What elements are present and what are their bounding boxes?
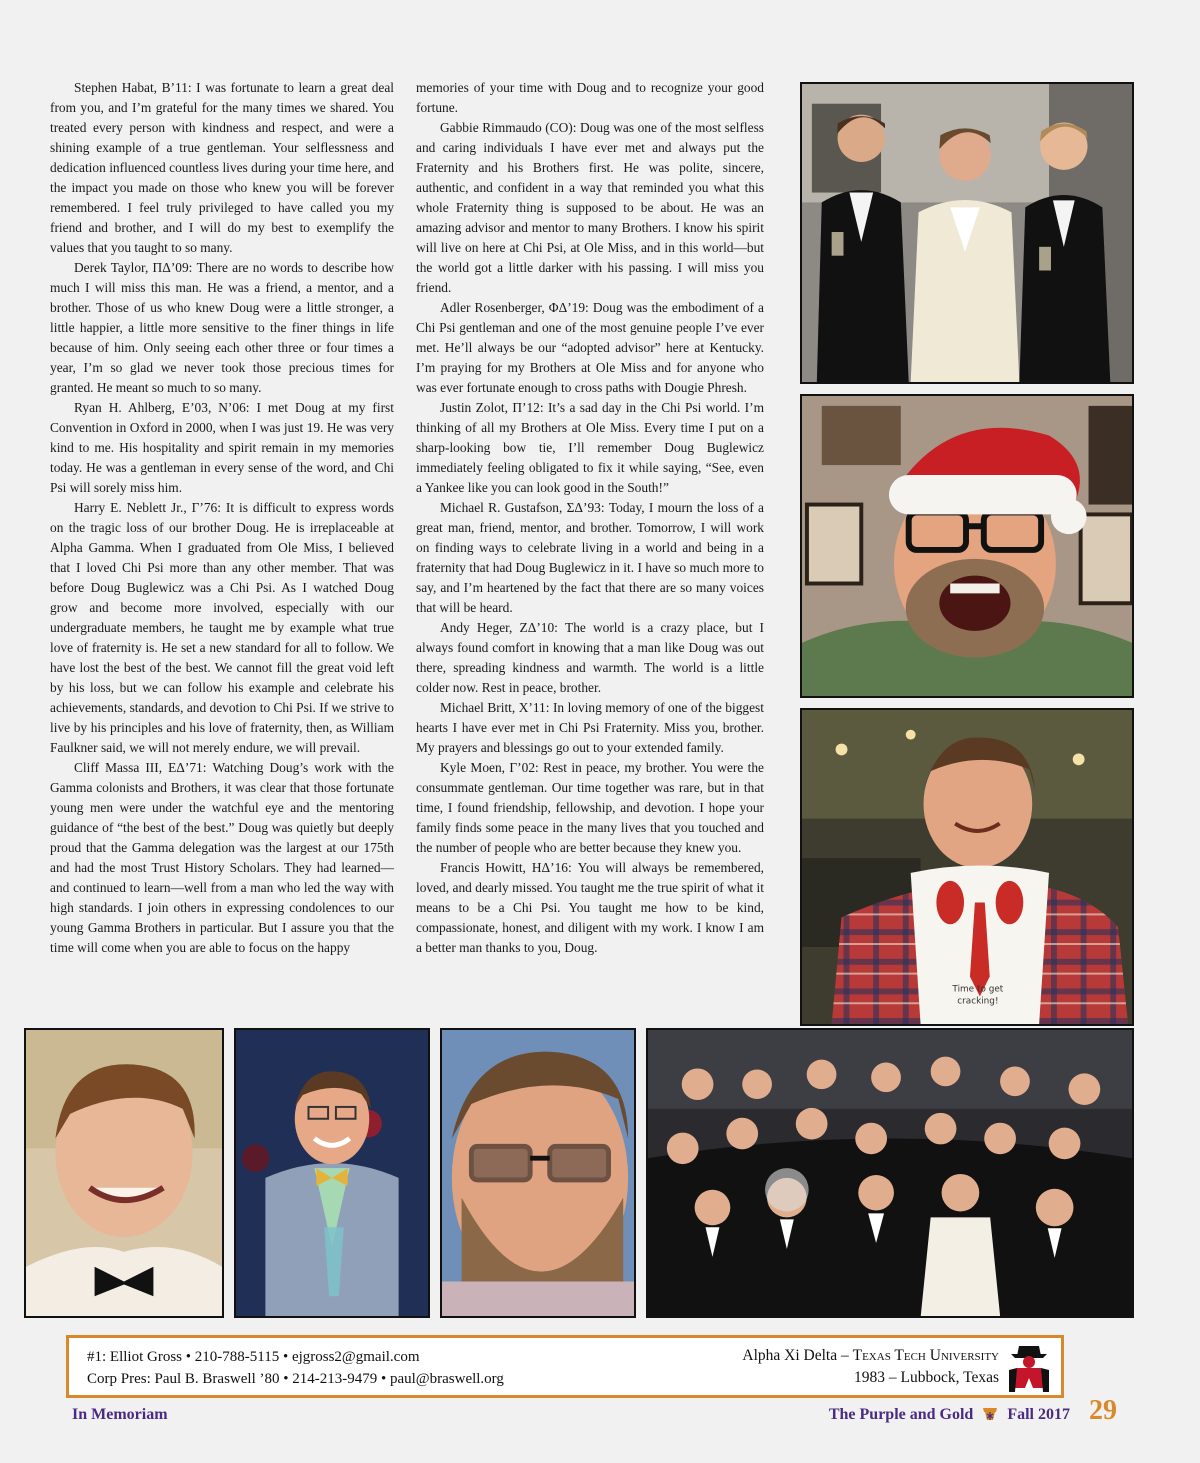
contact-line-1: #1: Elliot Gross • 210-788-5115 • ejgross2@gmail.com <box>87 1349 420 1365</box>
publication-title: The Purple and Gold <box>828 1406 974 1423</box>
photo-glasses-closeup <box>440 1028 636 1318</box>
tribute-paragraph: Justin Zolot, Π’12: It’s a sad day in the Chi Psi world. I’m thinking of all my Brothers at Ole Miss. Every time I put on a sharp-looking bow tie, I’ll remember Doug Buglewicz immediately feeling obligated to fix it while saying, “See, even a Yankee like you can look good in the South!” <box>416 400 764 495</box>
red-raider-mascot-icon <box>1007 1342 1051 1394</box>
photo-three-men-tuxedos <box>800 82 1134 384</box>
issue-date: Fall 2017 <box>1007 1406 1070 1423</box>
section-label: In Memoriam <box>72 1406 168 1423</box>
tribute-paragraph-continued: memories of your time with Doug and to recognize your good fortune. <box>416 80 764 115</box>
photo-santa-hat-selfie <box>800 394 1134 698</box>
chapter-name: Alpha Xi Delta <box>742 1347 838 1364</box>
tribute-paragraph: Ryan H. Ahlberg, E’03, N’06: I met Doug at my first Convention in Oxford in 2000, when I was just 19. He was very kind to me. His hospitality and spirit remain in my memories today. He was a gentleman in every sense of the word, and Chi Psi will sorely miss him. <box>50 400 394 495</box>
contact-info <box>87 1346 504 1390</box>
tribute-paragraph: Derek Taylor, ΠΔ’09: There are no words to describe how much I will miss this man. He was a friend, a mentor, and a brother. Those of us who knew Doug were a little stronger, a little happier, a little more sensitive to the finer things in life because of him. Only seeing each other three or four times a year, I’m so glad we never took those precious times for granted. He meant so much to so many. <box>50 260 394 395</box>
tribute-paragraph: Adler Rosenberger, ΦΔ’19: Doug was the embodiment of a Chi Psi gentleman and one of the most genuine people I’ve ever met. He’ll always be our “adopted advisor” here at Kentucky. I’m praying for my Brothers at Ole Miss and for anyone who was ever fortunate enough to cross paths with Dougie Phresh. <box>416 300 764 395</box>
chapter-info <box>742 1345 999 1389</box>
page-number: 29 <box>1089 1395 1117 1426</box>
tribute-paragraph: Harry E. Neblett Jr., Γ’76: It is difficult to express words on the tragic loss of our brother Doug. He is irreplaceable at Alpha Gamma. When I graduated from Ole Miss, I believed that I loved Chi Psi more than any other member. That was before Doug Buglewicz was a Chi Psi. As I watched Doug grow and become more involved, especially with our undergraduate members, he taught me by example what true love of fraternity is. He set a new standard for all to follow. We have lost the best of the best. We cannot fill the great void left by his loss, but we can follow his example and celebrate his achievements, standards, and devotion to Chi Psi. If we strive to live by his principles and his love of fraternity, then, as William Faulkner said, we will not merely endure, we will prevail. <box>50 500 394 755</box>
chapter-info-box <box>66 1335 1064 1398</box>
photo-young-man-bowtie <box>24 1028 224 1318</box>
university-name: Texas Tech University <box>852 1347 999 1364</box>
contact-line-2: Corp Pres: Paul B. Braswell ’80 • 214-213-9479 • paul@braswell.org <box>87 1371 504 1387</box>
tribute-paragraph: Gabbie Rimmaudo (CO): Doug was one of the most selfless and caring individuals I have ever met and always put the Fraternity and his Brothers first. He was polite, sincere, authentic, and confident in a way that reminded you what this whole Fraternity thing is supposed to be about. He was an amazing advisor and mentor to many Brothers. I know his spirit will live on here at Chi Psi, at Ole Miss, and in this world—but the world got a little darker with his passing. I will miss you friend. <box>416 120 764 295</box>
tribute-column-1 <box>50 78 394 958</box>
tribute-paragraph: Michael Britt, X’11: In loving memory of one of the biggest hearts I have ever met in Chi Psi Fraternity. Miss you, brother. My prayers and blessings go out to your extended family. <box>416 700 764 755</box>
publication-info <box>829 1406 1070 1424</box>
tribute-paragraph: Kyle Moen, Γ’02: Rest in peace, my brother. You were the consummate gentleman. Our time together was rare, but in that time, I found friendship, fellowship, and devotion. I hope your family finds some peace in the many lives that you touched and the number of people who are better because they knew you. <box>416 760 764 855</box>
tribute-paragraph: Andy Heger, ZΔ’10: The world is a crazy place, but I always found comfort in knowing that a man like Doug was out there, spreading kindness and warmth. The world is a little colder now. Rest in peace, brother. <box>416 620 764 695</box>
tribute-paragraph: Francis Howitt, HΔ’16: You will always be remembered, loved, and dearly missed. You taught me the true spirit of what it means to be a Chi Psi. You taught me how to be kind, compassionate, honest, and diligent with my work. I know I am a better man thanks to you, Doug. <box>416 860 764 955</box>
bib-text: Time to get <box>952 984 1004 995</box>
bib-text: cracking! <box>957 996 999 1007</box>
chi-psi-crest-icon <box>982 1407 998 1421</box>
photo-lobster-bib <box>800 708 1134 1026</box>
chapter-founded: 1983 – Lubbock, Texas <box>854 1369 999 1386</box>
photo-award-event <box>234 1028 430 1318</box>
chapter-dash: – <box>837 1347 853 1364</box>
tribute-paragraph: Cliff Massa III, EΔ’71: Watching Doug’s work with the Gamma colonists and Brothers, it was clear that those fortunate young men were under the watchful eye and the mentoring guidance of “the best of the best.” Doug was quietly but deeply proud that the Gamma delegation was the largest at our 175th and had the most Trust History Scholars. They had learned—and continued to learn—well from a man who led the way with high standards. I join others in expressing condolences to our young Gamma Brothers in particular. But I assure you that the time will come when you are able to focus on the happy <box>50 760 394 955</box>
tribute-paragraph: Michael R. Gustafson, ΣΔ’93: Today, I mourn the loss of a great man, friend, mentor, and brother. Tomorrow, I will work on finding ways to celebrate living in a world and being in a fraternity that had Doug Buglewicz in it. I have so much more to say, and I’m heartened by the fact that there are so many voices that will be heard. <box>416 500 764 615</box>
photo-group-formal <box>646 1028 1134 1318</box>
chapter-line-1 <box>742 1345 999 1367</box>
tribute-column-2 <box>416 78 764 958</box>
tribute-paragraph: Stephen Habat, B’11: I was fortunate to learn a great deal from you, and I’m grateful for the many times we shared. You treated every person with kindness and respect, and were a shining example of a true gentleman. Your selflessness and dedication influenced countless lives during your time here, and the impact you made on those who knew you will be forever remembered. I feel truly privileged to have called you my friend and brother, and I will do my best to exemplify the values that you taught to so many. <box>50 80 394 255</box>
